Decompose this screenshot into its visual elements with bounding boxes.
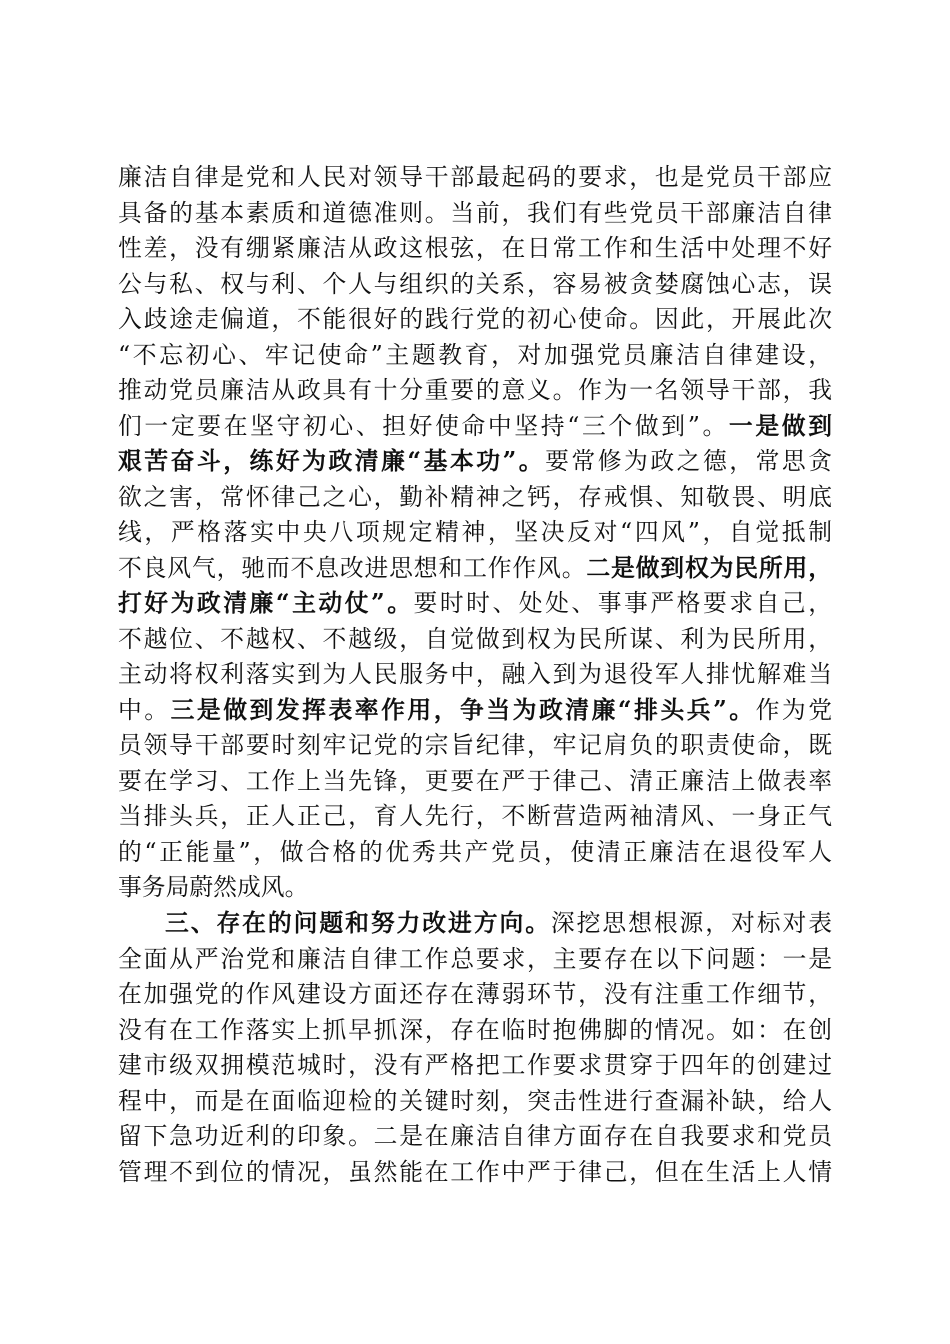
bold-text-run: 打好为政清廉“主动仗”。 (118, 589, 414, 617)
text-line (118, 942, 832, 978)
text-line (118, 693, 832, 729)
text-line (118, 373, 832, 409)
text-line (118, 764, 832, 800)
text-run: 不良风气，驰而不息改进思想和工作作风。 (118, 553, 587, 582)
text-line (118, 444, 832, 480)
text-line (118, 1119, 832, 1155)
bold-text-run: 艰苦奋斗，练好为政清廉“基本功”。 (118, 447, 546, 475)
text-run: 具备的基本素质和道德准则。当前，我们有些党员干部廉洁自律 (118, 198, 832, 227)
text-line (118, 409, 832, 445)
text-run: 留下急功近利的印象。二是在廉洁自律方面存在自我要求和党员 (118, 1122, 832, 1150)
text-line (118, 160, 832, 196)
text-line (118, 338, 832, 374)
text-line (118, 622, 832, 658)
text-line (118, 1084, 832, 1120)
text-line (118, 906, 832, 942)
bold-text-run: 二是做到权为民所用， (586, 553, 833, 582)
text-run: “不忘初心、牢记使命”主题教育，对加强党员廉洁自律建设， (118, 340, 832, 369)
text-run: 公与私、权与利、个人与组织的关系，容易被贪婪腐蚀心志，误 (118, 269, 832, 298)
text-run: 中。 (118, 695, 171, 724)
text-line (118, 870, 832, 906)
text-line (118, 835, 832, 871)
text-run: 员领导干部要时刻牢记党的宗旨纪律，牢记肩负的职责使命，既 (118, 731, 832, 759)
text-run: 欲之害，常怀律己之心，勤补精神之钙，存戒惧、知敬畏、明底 (118, 482, 832, 511)
text-run: 要在学习、工作上当先锋，更要在严于律己、清正廉洁上做表率 (118, 766, 832, 795)
text-run: 廉洁自律是党和人民对领导干部最起码的要求，也是党员干部应 (118, 163, 832, 191)
text-run: 性差，没有绷紧廉洁从政这根弦，在日常工作和生活中处理不好 (118, 234, 832, 262)
text-line (118, 231, 832, 267)
text-run: 管理不到位的情况，虽然能在工作中严于律己，但在生活上人情 (118, 1157, 832, 1186)
text-line (118, 657, 832, 693)
text-run: 程中，而是在面临迎检的关键时刻，突击性进行查漏补缺，给人 (118, 1086, 832, 1115)
paragraph-problems-and-improvements (118, 906, 832, 1190)
section-heading-run: 三、存在的问题和努力改进方向。 (165, 909, 551, 937)
text-run: 深挖思想根源，对标对表 (550, 909, 832, 937)
text-run: 当排头兵，正人正己，育人先行，不断营造两袖清风、一身正气 (118, 802, 832, 830)
text-line (118, 1155, 832, 1191)
text-line (118, 586, 832, 622)
text-run: 线，严格落实中央八项规定精神，坚决反对“四风”，自觉抵制 (118, 518, 832, 546)
bold-text-run: 三是做到发挥表率作用，争当为政清廉“排头兵”。 (170, 695, 756, 724)
text-run: 入歧途走偏道，不能很好的践行党的初心使命。因此，开展此次 (118, 305, 832, 333)
text-line (118, 267, 832, 303)
text-run: 事务局蔚然成风。 (118, 873, 309, 901)
text-run: 们一定要在坚守初心、担好使命中坚持“三个做到”。 (118, 411, 729, 440)
bold-text-run: 一是做到 (728, 411, 832, 440)
text-line (118, 302, 832, 338)
text-run: 主动将权利落实到为人民服务中，融入到为退役军人排忧解难当 (118, 660, 832, 688)
text-run: 推动党员廉洁从政具有十分重要的意义。作为一名领导干部，我 (118, 376, 832, 404)
text-run: 要时时、处处、事事严格要求自己， (413, 589, 833, 617)
text-line (118, 480, 832, 516)
text-line (118, 196, 832, 232)
text-line (118, 977, 832, 1013)
text-line (118, 1013, 832, 1049)
paragraph-integrity-self-discipline (118, 160, 832, 906)
text-line (118, 728, 832, 764)
text-run: 没有在工作落实上抓早抓深，存在临时抱佛脚的情况。如：在创 (118, 1015, 832, 1044)
text-run: 的“正能量”，做合格的优秀共产党员，使清正廉洁在退役军人 (118, 837, 832, 866)
text-line (118, 551, 832, 587)
text-line (118, 1048, 832, 1084)
text-run: 作为党 (755, 695, 833, 724)
text-run: 要常修为政之德，常思贪 (545, 447, 833, 475)
text-run: 不越位、不越权、不越级，自觉做到权为民所谋、利为民所用， (118, 624, 832, 653)
text-line (118, 515, 832, 551)
text-run: 在加强党的作风建设方面还存在薄弱环节，没有注重工作细节， (118, 980, 832, 1008)
text-line (118, 799, 832, 835)
text-run: 建市级双拥模范城时，没有严格把工作要求贯穿于四年的创建过 (118, 1051, 832, 1079)
text-run: 全面从严治党和廉洁自律工作总要求，主要存在以下问题：一是 (118, 944, 832, 973)
